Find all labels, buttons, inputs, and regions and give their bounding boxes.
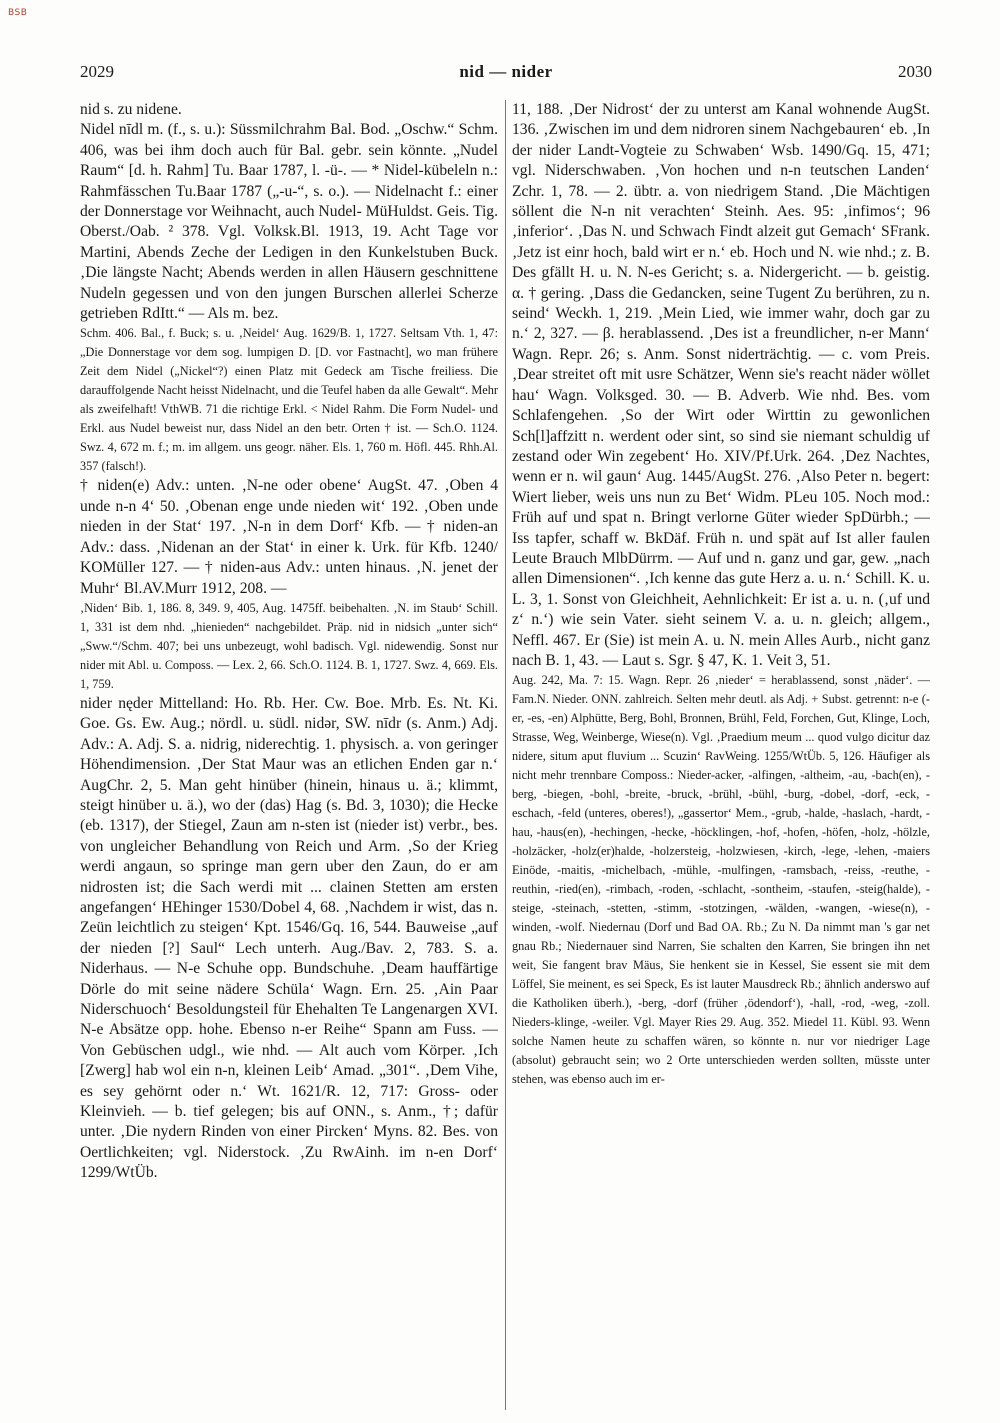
dictionary-entry: 11, 188. ‚Der Nidrost‘ der zu unterst am Kanal wohnende AugSt. 136. ‚Zwischen im und dem nidroren sinem Nachgebauren‘ eb. ‚In der nider Landt-Vogteie zu Schwaben‘ Wsb. 1490/Gq. 15, 471; vgl. Niderschwaben. ‚Von hochen und n-n teutschen Landen‘ Zchr. 1, 78. — 2. übtr. a. von niedrigem Stand. ‚Die Mächtigen söllent die N-n nit verachten‘ Steinh. Aes. 95: ‚infimos‘; 96 ‚inferior‘. ‚Das N. und Schwach Findt alzeit gut Gemach‘ SFrank. ‚Jetz ist einr hoch, bald wirt er n.‘ eb. Hoch und N. wie nhd.; z. B. Des gfällt H. u. N. N-es Gericht; s. a. Nidergericht. — b. geistig. α. † gering. ‚Dass die Gedancken, seine Tugent Zu berühren, zu n. seind‘ Weckh. 1, 219. ‚Mein Lied, wie immer wahr, doch gar zu n.‘ 2, 327. — β. herablassend. ‚Des ist a freundlicher, n-er Mann‘ Wagn. Repr. 26; s. Anm. Sonst niderträchtig. — c. vom Preis. ‚Dear streitet oft mit usre Schätzer, Wenn sie's reacht näder wöllet hau‘ Wagn. Volksged. 30. — B. Adverb. Wie nhd. Bes. vom Schlafengehen. ‚So der Wirt oder Wirttin zu gewonlichen Sch[l]affzitt n. werdent oder sint, so sind sie niemant schuldig uf zestand oder Win zegebent‘ Ho. XIV/Pf.Urk. 264. ‚Dez Nachtes, wenn er n. wil gaun‘ Aug. 1445/AugSt. 276. ‚Also Peter n. begert: Wiert lieber, weis uns nun zu Bet‘ Widm. PLeu 105. Noch mod.: Früh auf und spat n. Bringt verlorne Güter wieder SpDürbh.; — Iss tapfer, schaff w. BkDäf. Früh n. und spät auf Ist aller faulen Leute Brauch MlbDürrm. — Auf und n. ganz und gar, gew. „nach allen Dimensionen“. ‚Ich kenne das gute Herz a. u. n.‘ Schill. K. u. L. 3, 1. Sonst von Gleichheit, Aehnlichkeit: Er ist a. u. n. (‚uf und z‘ n.‘) wie sein Vater. sieht seinem V. a. u. n. gleich; allgem., Neffl. 467. Er (Sie) ist mein A. u. N. mein Alles Aurb., nicht ganz nach B. 1, 43. — Laut s. Sgr. § 47, K. 1. Veit 3, 51. [512,101,930,669]
column-divider [505,100,506,1410]
dictionary-entry: † niden(e) Adv.: unten. ‚N-ne oder obene‘ AugSt. 47. ‚Oben 4 unde n-n 4‘ 50. ‚Obenan enge unde nieden wit‘ 192. ‚Oben unde nieden in der Stat‘ 197. ‚N-n in dem Dorf‘ Kfb. — † niden-an Adv.: dass. ‚Nidenan an der Stat‘ in einer k. Urk. für Kfb. 1240/ KOMüller 127. — † niden-aus Adv.: unten hinaus. ‚N. jenet der Muhr‘ Bl.AV.Murr 1912, 208. — [80,477,498,597]
running-headword: nid — nider [459,62,553,81]
page-header [80,62,932,86]
entry-note: Schm. 406. Bal., f. Buck; s. u. ‚Neidel‘ Aug. 1629/B. 1, 1727. Seltsam Vth. 1, 47: „Die Donnerstage vor dem sog. lumpigen D. [D. vor Fastnacht], wo man frühere Zeit dem Nidel („Nickel“?) einen Platz mit Gedeck am Tische freiliess. Die darauffolgende Nacht heisst Nidelnacht, und die Teufel haben da alle Gewalt“. Mehr als zweifelhaft! VthWB. 71 die richtige Erkl. < Nidel Rahm. Die Form Nudel- und Erkl. aus Nudel beweist nur, dass Nidel an den betr. Orten † ist. — Sch.O. 1124. Swz. 4, 672 m. f.; m. im allgem. uns geogr. näher. Els. 1, 760 m. Höfl. 445. Rhh.Al. 357 (falsch!). [80,326,498,474]
dictionary-entry: nid s. zu nidene. [80,101,182,118]
right-column [512,100,930,1410]
library-watermark: BSB [8,8,28,18]
entry-note: Aug. 242, Ma. 7: 15. Wagn. Repr. 26 ‚nieder‘ = herablassend, sonst ‚näder‘. — Fam.N. Nieder. ONN. zahlreich. Selten mehr deutl. als Adj. + Subst. getrennt: n-e (-er, -es, -en) Alphütte, Berg, Bohl, Bronnen, Brühl, Feld, Forchen, Gut, Klinge, Loch, Strasse, Weg, Weinberge, Wiese(n). Vgl. ‚Praedium meum ... quod vulgo dicitur daz nidere, situm aput fluvium ... Scuzin‘ RavWeing. 1255/WtÜb. 5, 126. Häufiger als nicht mehr trennbare Composs.: Nieder-acker, -alfingen, -altheim, -au, -bach(en), -berg, -biegen, -bohl, -breite, -bruck, -brühl, -bühl, -burg, -dobel, -dorf, -eck, -eschach, -feld (unteres, oberes!), „gassertor‘ Mem., -grub, -halde, -haslach, -hardt, -hau, -haus(en), -hechingen, -hecke, -höcklingen, -hof, -hofen, -höfen, -holz, -hölzle, -holzäcker, -holz(er)halde, -holzersteig, -holzwiesen, -kirch, -lege, -lehen, -maiers Einöde, -maitis, -michelbach, -mühle, -mulfingen, -ramsbach, -reiss, -reuthe, -reuthin, -ried(en), -rimbach, -roden, -schlacht, -sontheim, -staufen, -steig(halde), -steige, -steinach, -stetten, -stimm, -stotzingen, -wälden, -wangen, -wiese(n), -winden, -wolf. Niedernau (Dorf und Bad OA. Rb.; Zu N. Da nimmt man 's gar net gnau Rb.; Niedernauer sind Narren, Sie schalten den Karren, Sie bringen ihn net weit, Sie fangent brav Mäus, Sie henkent sie in Kessel, Sie essent sie mit dem Löffel, Sie meinent, es sei Speck, Es ist lauter Mausdreck Rb.; ähnlich anderswo auf die Katholiken überh.), -berg, -dorf (früher ‚ödendorf‘), -hall, -rod, -weg, -zoll. Nieders-klinge, -weiler. Vgl. Mayer Ries 29. Aug. 352. Miedel 11. Kübl. 93. Wenn solche Namen heute zu schaffen wären, so könnte n. nur vor niedriger Lage (absolut) gebraucht sein; wo 2 Orte unterschieden werden sollten, müsste unter stehen, was ebenso auch im er- [512,673,930,1087]
dictionary-entry: nider nęder Mittelland: Ho. Rb. Her. Cw. Boe. Mrb. Es. Nt. Ki. Goe. Gs. Ew. Aug.; nördl. u. südl. nidər, SW. nīdr (s. Anm.) Adj. Adv.: A. Adj. S. a. nidrig, niderechtig. 1. physisch. a. von geringer Höhendimension. ‚Der Stat Maur was an etlichen Enden gar n.‘ AugChr. 2, 5. Man geht hinüber (hinein, hinaus u. ä.; klimmt, steigt hinüber u. ä.), wo der (das) Hag (s. Bd. 3, 1030); die Hecke (eb. 1317), der Stiegel, Zaun am n-sten ist (nieder ist) verbr., bes. von ungleicher Behandlung von Reich und Arm. ‚So der Krieg werdi angaun, so springe man gern uber den Zaun, do er am nidrosten ist; die Sach werdi mit ... clainen Stetten am ersten angefangen‘ HEhinger 1530/Dobel 4, 68. ‚Nachdem ir wist, das n. Zeün leichtlich zu steigen‘ Kpt. 1546/Gq. 16, 544. Bauweise „auf der nieden [?] Saul“ Lech unterh. Aug./Bav. 2, 783. S. a. Niderhaus. — N-e Schuhe opp. Bundschuhe. ‚Deam hauffärtige Dörle do mit seine nädere Schüla‘ Wagn. Ern. 25. ‚Ain Paar Niderschuoch‘ Besoldungsteil für Ehehalten Te Langenargen XVI. N-e Absätze opp. hohe. Ebenso n-er Reihe“ Spann am Fuss. — Von Gebüschen udgl., wie nhd. — Alt auch vom Körper. ‚Ich [Zwerg] hab wol ein n-n, kleinen Leib‘ Amad. „301“. ‚Dem Vihe, es sey gehörnt oder n.‘ Wt. 1621/R. 12, 717: Gross- oder Kleinvieh. — b. tief gelegen; bis auf ONN., s. Anm., †; dafür unter. ‚Die nydern Rinden von einer Pircken‘ Myns. 82. Bes. von Oertlichkeiten; vgl. Niderstock. ‚Zu RwAinh. im n-en Dorf‘ 1299/WtÜb. [80,694,498,1182]
page-number-left: 2029 [80,62,114,81]
left-column [80,100,498,1410]
page-number-right: 2030 [898,62,932,81]
entry-note: ‚Niden‘ Bib. 1, 186. 8, 349. 9, 405, Aug. 1475ff. beibehalten. ‚N. im Staub‘ Schill. 1, 331 ist dem nhd. „hienieden“ nachgebildet. Präp. nid in nidsich „unter sich“ „Sww.“/Schm. 407; bei uns unbezeugt, wohl badisch. Vgl. nidewendig. Sonst nur nider mit Abl. u. Composs. — Lex. 2, 66. Sch.O. 1124. B. 1, 1727. Swz. 4, 669. Els. 1, 759. [80,600,498,691]
dictionary-entry: Nidel nīdl m. (f., s. u.): Süssmilchrahm Bal. Bod. „Oschw.“ Schm. 406, was bei ihm doch auch für Bal. gebr. sein könnte. „Nudel Raum“ [d. h. Rahm] Tu. Baar 1787, l. -ü-. — * Nidel-kübeleln n.: Rahmfässchen Tu.Baar 1787 („-u-“, s. o.). — Nidelnacht f.: einer der Donnerstage vor Weihnacht, auch Nudel- MüHuldst. Geis. Tig. Oberst./Oab. ² 378. Vgl. Volksk.Bl. 1913, 19. Acht Tage vor Martini, Abends Zeche der Ledigen in den Kunkelstuben Buck. ‚Die längste Nacht; Abends werden in allen Häusern geschnittene Nudeln gegessen und von den jungen Burschen allerlei Scherze getrieben RdItt.“ — Als m. bez. [80,121,498,323]
